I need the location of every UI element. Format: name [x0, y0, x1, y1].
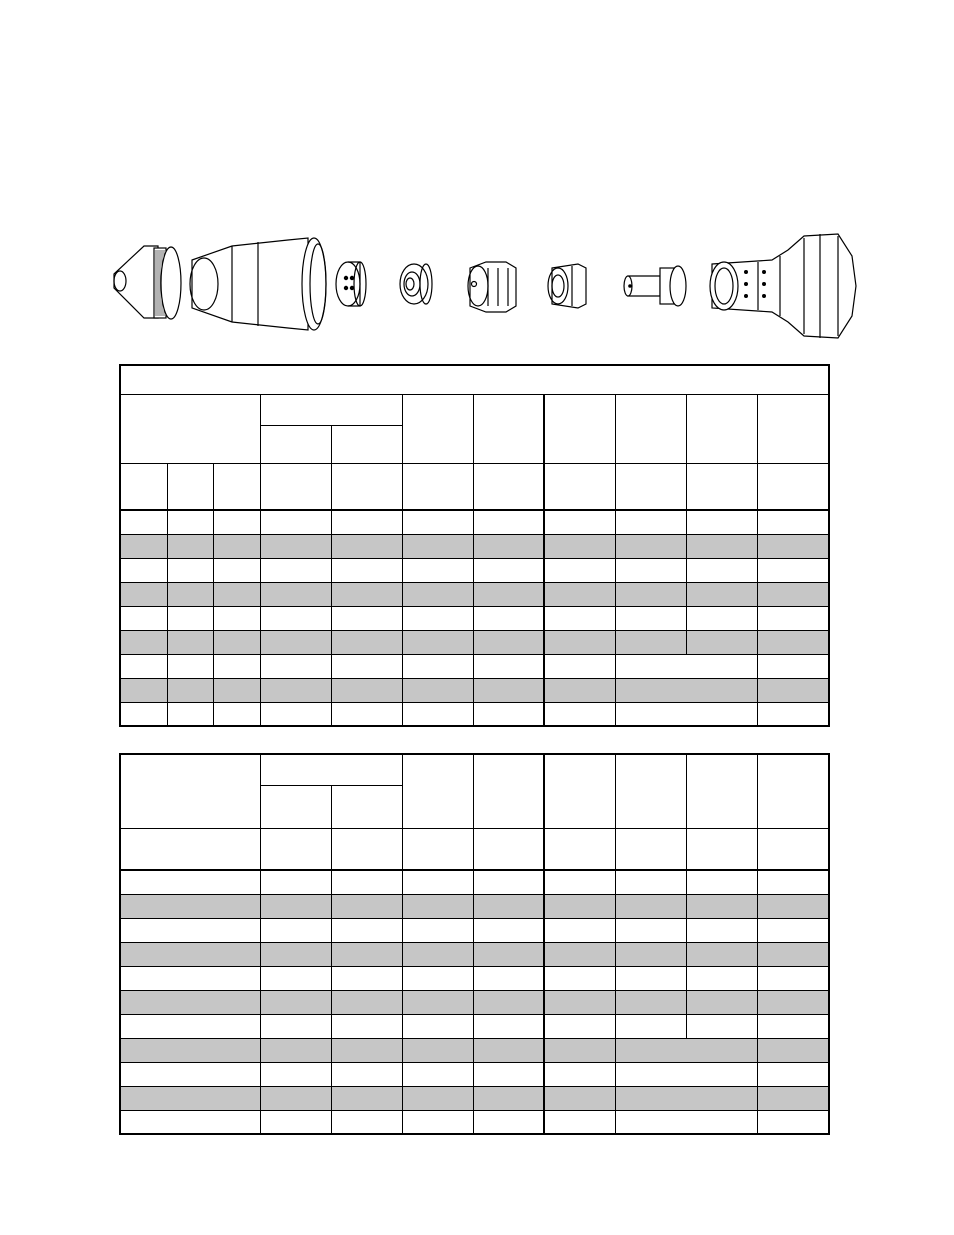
table-row	[120, 1062, 829, 1086]
table-row	[120, 510, 829, 534]
table-header-cell	[615, 754, 686, 828]
table-header-cell	[544, 463, 615, 510]
table-header-cell	[615, 828, 686, 870]
table-row	[120, 654, 829, 678]
table-row	[120, 1014, 829, 1038]
table-row	[120, 942, 829, 966]
table-header-cell	[686, 394, 757, 463]
swirl-ring-icon	[468, 262, 516, 312]
table-header-cell	[757, 463, 829, 510]
electrode-holder-icon	[548, 264, 586, 308]
table-header-cell	[402, 463, 473, 510]
table-row	[120, 1038, 829, 1062]
table-header-cell	[167, 463, 213, 510]
table-row	[120, 702, 829, 726]
table-header-cell	[331, 463, 402, 510]
table-header-cell	[686, 463, 757, 510]
table-header-cell	[120, 754, 260, 828]
table-header-cell	[757, 394, 829, 463]
table-header-cell	[473, 463, 544, 510]
table-header-cell	[120, 394, 260, 463]
table-header-cell	[402, 394, 473, 463]
table-header-cell	[331, 425, 402, 463]
table-row	[120, 1110, 829, 1134]
table-header-cell	[402, 754, 473, 828]
table-title	[120, 365, 829, 394]
table-header-cell	[757, 828, 829, 870]
table-header-cell	[544, 828, 615, 870]
table-row	[120, 894, 829, 918]
nozzle-icon	[400, 264, 432, 304]
table-header-cell	[757, 754, 829, 828]
cut-chart-table-2	[119, 753, 830, 1135]
table-header-cell	[615, 463, 686, 510]
table-header-cell	[213, 463, 260, 510]
table-row	[120, 990, 829, 1014]
shield-deflector-icon	[336, 262, 366, 306]
table-header-cell	[120, 828, 260, 870]
electrode-icon	[624, 266, 686, 306]
table-row	[120, 1086, 829, 1110]
table-header-cell	[473, 394, 544, 463]
shield-icon	[114, 246, 181, 319]
table-header-cell	[473, 828, 544, 870]
retaining-cap-icon	[190, 238, 326, 330]
table-header-cell	[260, 828, 331, 870]
table-row	[120, 630, 829, 654]
table-header-cell	[544, 754, 615, 828]
consumables-illustration	[108, 226, 864, 346]
table-header-cell	[260, 754, 402, 785]
table-header-cell	[686, 754, 757, 828]
table-row	[120, 870, 829, 894]
table-header-cell	[260, 463, 331, 510]
table-header-cell	[331, 785, 402, 828]
cut-chart-table-1	[119, 364, 830, 727]
table-row	[120, 534, 829, 558]
table-header-cell	[120, 463, 167, 510]
table-header-cell	[473, 754, 544, 828]
table-row	[120, 918, 829, 942]
table-header-cell	[331, 828, 402, 870]
table-header-cell	[544, 394, 615, 463]
table-row	[120, 582, 829, 606]
table-header-cell	[686, 828, 757, 870]
table-row	[120, 966, 829, 990]
table-header-cell	[260, 394, 402, 425]
table-header-cell	[260, 785, 331, 828]
table-row	[120, 678, 829, 702]
table-header-cell	[615, 394, 686, 463]
table-row	[120, 558, 829, 582]
table-header-cell	[260, 425, 331, 463]
table-header-cell	[402, 828, 473, 870]
table-row	[120, 606, 829, 630]
torch-body-icon	[710, 234, 856, 338]
